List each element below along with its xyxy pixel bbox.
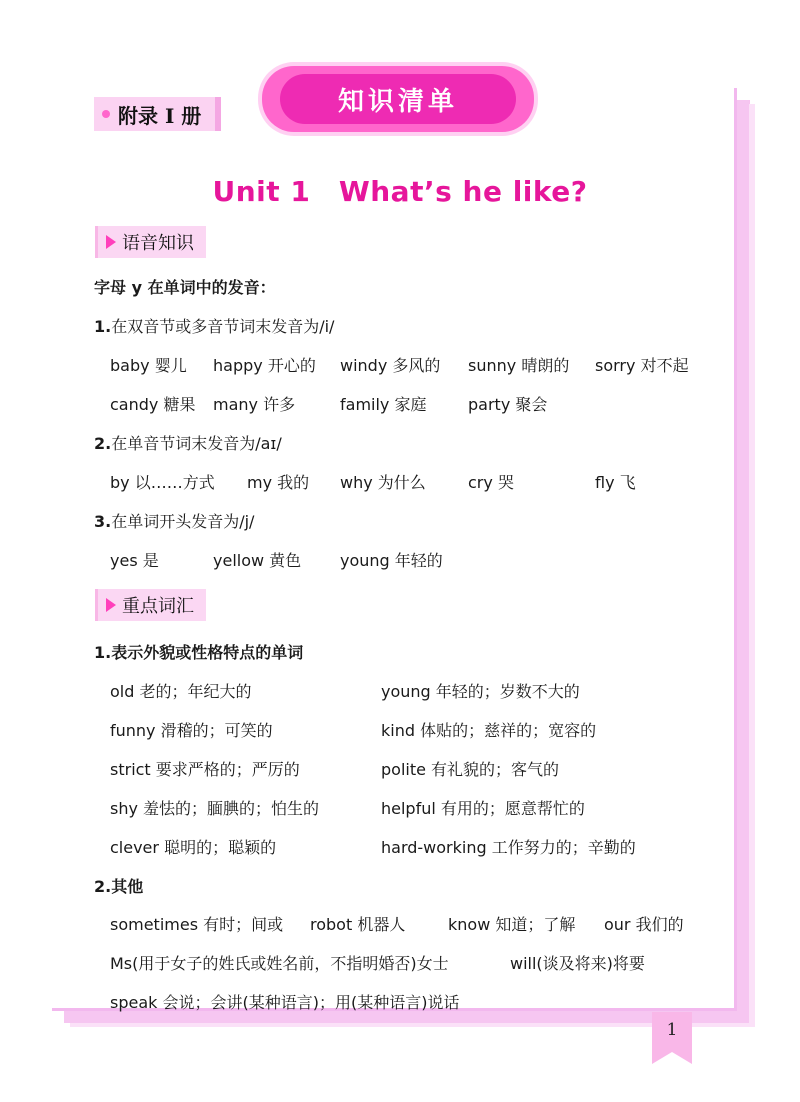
word-zh: 聚会 <box>515 395 548 414</box>
word-zh: 对不起 <box>640 356 689 375</box>
word-zh: 黄色 <box>269 551 302 570</box>
word-item <box>468 470 514 493</box>
vocab-item <box>110 951 449 974</box>
word-en: fly <box>595 473 615 492</box>
word-en: kind <box>381 721 416 740</box>
word-zh: 羞怯的；腼腆的；怕生的 <box>143 799 320 818</box>
appendix-label-text: 附录 I 册 <box>118 103 202 128</box>
word-zh: 会说；会讲(某种语言)；用(某种语言)说话 <box>162 993 460 1012</box>
word-en: strict <box>110 760 151 779</box>
word-en: party <box>468 395 511 414</box>
word-item <box>468 392 547 415</box>
vocab-item <box>381 796 585 819</box>
section-heading-vocab <box>95 589 206 621</box>
word-zh: 我们的 <box>635 915 684 934</box>
vocab-item <box>510 951 645 974</box>
arrow-right-icon <box>106 598 116 612</box>
rule-text: 在单词开头发音为/j/ <box>111 512 255 531</box>
word-item <box>468 353 569 376</box>
word-en: why <box>340 473 373 492</box>
word-zh: 婴儿 <box>154 356 187 375</box>
word-zh: 多风的 <box>392 356 441 375</box>
vocab-item <box>110 912 283 935</box>
word-en: polite <box>381 760 426 779</box>
word-en: many <box>213 395 258 414</box>
word-zh: 哭 <box>497 473 514 492</box>
word-en: funny <box>110 721 156 740</box>
word-en: sometimes <box>110 915 199 934</box>
word-en: helpful <box>381 799 436 818</box>
word-zh: 糖果 <box>163 395 196 414</box>
word-en: my <box>247 473 273 492</box>
vocab-item <box>110 718 273 741</box>
word-en: robot <box>310 915 353 934</box>
vocab-group1-title: 1.表示外貌或性格特点的单词 <box>94 643 304 662</box>
vocab-item <box>110 679 252 702</box>
word-item <box>110 392 195 415</box>
word-zh: (用于女子的姓氏或姓名前，不指明婚否)女士 <box>132 954 449 973</box>
word-zh: 机器人 <box>357 915 406 934</box>
word-zh: 知道；了解 <box>495 915 576 934</box>
word-zh: 是 <box>142 551 159 570</box>
section-heading-phonics <box>95 226 206 258</box>
page-number-tab <box>652 1012 692 1052</box>
word-item <box>595 353 689 376</box>
rule-number: 1. <box>94 317 112 336</box>
word-item <box>110 548 159 571</box>
rule-text: 在双音节或多音节词末发音为/i/ <box>111 317 335 336</box>
unit-title: Unit 1 What’s he like? <box>212 175 588 208</box>
word-zh: 工作努力的；辛勤的 <box>491 838 636 857</box>
vocab-item <box>448 912 575 935</box>
word-zh: 老的；年纪大的 <box>139 682 252 701</box>
word-item <box>340 548 443 571</box>
word-en: by <box>110 473 130 492</box>
word-en: family <box>340 395 390 414</box>
vocab-item <box>110 757 300 780</box>
word-zh: 以……方式 <box>134 473 215 492</box>
word-zh: 体贴的；慈祥的；宽容的 <box>420 721 597 740</box>
header-tab-inner <box>280 74 516 124</box>
word-item <box>340 353 440 376</box>
header-tab <box>262 66 534 132</box>
word-zh: 开心的 <box>267 356 316 375</box>
rule-text: 在单音节词末发音为/aɪ/ <box>111 434 282 453</box>
arrow-right-icon <box>106 235 116 249</box>
word-en: candy <box>110 395 159 414</box>
word-en: know <box>448 915 491 934</box>
section-heading-text: 重点词汇 <box>122 596 194 617</box>
word-en: yes <box>110 551 138 570</box>
word-zh: 年轻的 <box>394 551 443 570</box>
word-en: old <box>110 682 135 701</box>
vocab-item <box>110 835 276 858</box>
word-item <box>110 470 215 493</box>
word-item <box>340 392 427 415</box>
vocab-item <box>310 912 405 935</box>
word-en: windy <box>340 356 388 375</box>
word-zh: 有时；间或 <box>203 915 284 934</box>
word-en: cry <box>468 473 493 492</box>
rule-number: 3. <box>94 512 112 531</box>
word-en: sunny <box>468 356 517 375</box>
word-zh: 家庭 <box>394 395 427 414</box>
word-en: clever <box>110 838 159 857</box>
word-zh: 许多 <box>263 395 296 414</box>
word-item <box>595 470 636 493</box>
vocab-item <box>381 679 580 702</box>
word-item <box>110 353 187 376</box>
section-heading-text: 语音知识 <box>122 233 194 254</box>
word-en: young <box>340 551 390 570</box>
rule-3 <box>94 509 254 532</box>
word-zh: 有用的；愿意帮忙的 <box>440 799 585 818</box>
word-en: shy <box>110 799 138 818</box>
word-item <box>213 548 301 571</box>
word-zh: 有礼貌的；客气的 <box>431 760 560 779</box>
rule-2 <box>94 431 282 454</box>
word-item <box>213 353 316 376</box>
word-zh: 年轻的；岁数不大的 <box>435 682 580 701</box>
page-number: 1 <box>666 1020 678 1040</box>
bullet-dot-icon <box>102 110 110 118</box>
word-zh: 滑稽的；可笑的 <box>160 721 273 740</box>
word-en: yellow <box>213 551 265 570</box>
vocab-item <box>381 835 636 858</box>
vocab-item <box>110 990 459 1013</box>
word-item <box>340 470 426 493</box>
vocab-item <box>381 757 559 780</box>
rule-1 <box>94 314 334 337</box>
vocab-item <box>110 796 319 819</box>
appendix-label <box>94 97 221 131</box>
word-en: hard-working <box>381 838 487 857</box>
vocab-item <box>381 718 596 741</box>
word-zh: 聪明的；聪颖的 <box>164 838 277 857</box>
word-item <box>213 392 295 415</box>
vocab-group2-title: 2.其他 <box>94 877 144 896</box>
word-en: happy <box>213 356 263 375</box>
word-en: will <box>510 954 537 973</box>
word-en: young <box>381 682 431 701</box>
phonics-intro: 字母 y 在单词中的发音： <box>94 278 276 297</box>
word-en: Ms <box>110 954 133 973</box>
word-item <box>247 470 309 493</box>
word-zh: 我的 <box>277 473 310 492</box>
word-zh: 飞 <box>619 473 636 492</box>
header-title: 知识清单 <box>337 86 458 117</box>
word-zh: (谈及将来)将要 <box>536 954 645 973</box>
rule-number: 2. <box>94 434 112 453</box>
word-zh: 晴朗的 <box>521 356 570 375</box>
word-en: baby <box>110 356 150 375</box>
vocab-item <box>604 912 684 935</box>
word-zh: 要求严格的；严厉的 <box>155 760 300 779</box>
word-en: sorry <box>595 356 636 375</box>
word-en: our <box>604 915 631 934</box>
word-en: speak <box>110 993 158 1012</box>
word-zh: 为什么 <box>377 473 426 492</box>
